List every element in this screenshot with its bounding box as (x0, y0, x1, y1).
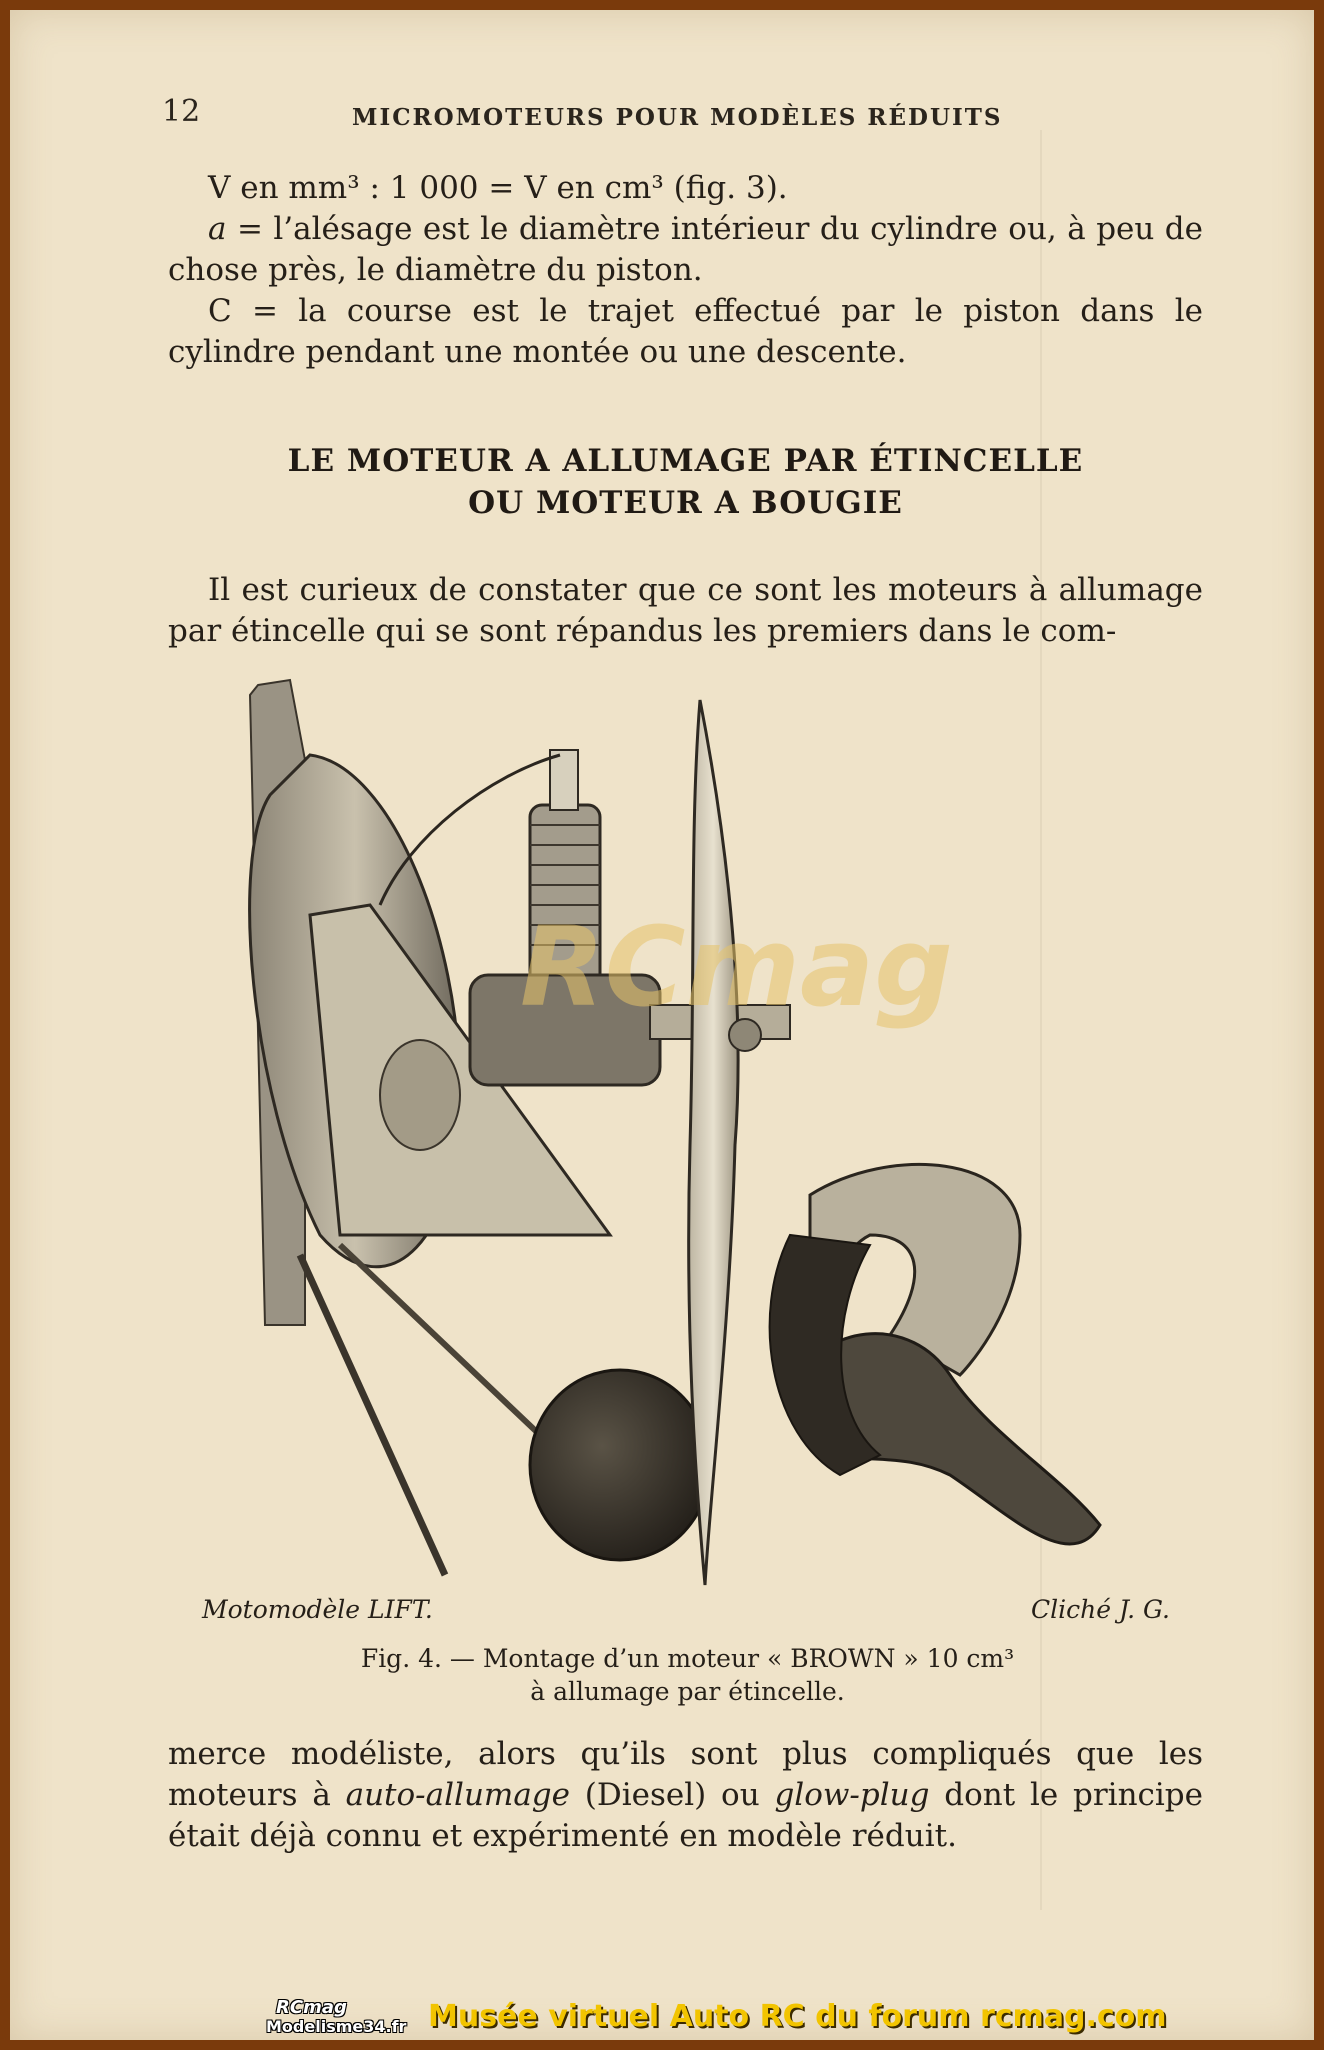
mount-hole (380, 1040, 460, 1150)
intro-definitions (168, 168, 1203, 373)
figure-caption-line-1: Fig. 4. — Montage d’un moteur « BROWN » 10 cm³ (360, 1644, 1015, 1673)
engine-photo-illustration (190, 675, 1170, 1605)
photo-credits (202, 1595, 1170, 1635)
rcmag-watermark: RCmag (520, 903, 954, 1031)
landing-strut-left (300, 1255, 445, 1575)
paragraph-1 (168, 570, 1203, 652)
page-header (162, 94, 1022, 134)
bore-variable: a (208, 211, 227, 247)
auto-allumage-term: auto-allumage (345, 1777, 570, 1813)
propeller-blade (689, 700, 738, 1585)
paragraph-1-text: Il est curieux de constater que ce sont les moteurs à allumage par étincelle qui se sont répandus les premiers dans le com- (168, 572, 1203, 649)
figure-caption-line-2: à allumage par étincelle. (530, 1677, 845, 1706)
paragraph-2-part-1: merce modéliste, alors qu’ils sont plus compliqués que les moteurs à (168, 1736, 1203, 1813)
paragraph-2-part-3: dont le principe était déjà connu et expérimenté en modèle réduit. (168, 1777, 1203, 1854)
credit-left: Motomodèle LIFT. (202, 1595, 433, 1624)
heading-line-1: LE MOTEUR A ALLUMAGE PAR ÉTINCELLE (287, 443, 1084, 479)
stroke-definition: C = la course est le trajet effectué par le piston dans le cylindre pendant une montée ou une descente. (168, 293, 1203, 370)
logo-line-1: RCmag (276, 1997, 347, 2018)
footer-text: Musée virtuel Auto RC du forum rcmag.com (428, 1999, 1167, 2034)
paragraph-2 (168, 1734, 1203, 1857)
figure-caption (170, 1642, 1205, 1708)
engine-photo (190, 675, 1170, 1605)
bore-definition-text: = l’alésage est le diamètre intérieur du cylindre ou, à peu de chose près, le diamètre du piston. (168, 211, 1203, 288)
book-page (10, 10, 1314, 2040)
site-footer-banner (266, 1993, 1167, 2040)
heading-line-2: OU MOTEUR A BOUGIE (468, 485, 903, 521)
paragraph-2-part-2: (Diesel) ou (570, 1777, 775, 1813)
running-title: MICROMOTEURS POUR MODÈLES RÉDUITS (352, 104, 1003, 131)
rcmag-logo (266, 1997, 416, 2040)
paragraph-2-text (168, 1734, 1203, 1857)
logo-line-2: Modelisme34.fr (266, 2017, 407, 2036)
glow-plug-term: glow-plug (774, 1777, 930, 1813)
bore-definition (168, 209, 1203, 291)
wheel (530, 1370, 710, 1560)
section-heading (168, 440, 1203, 524)
volume-conversion-line: V en mm³ : 1 000 = V en cm³ (fig. 3). (208, 170, 788, 206)
credit-right: Cliché J. G. (1031, 1595, 1170, 1624)
page-number: 12 (162, 94, 201, 129)
spark-plug (550, 750, 578, 810)
